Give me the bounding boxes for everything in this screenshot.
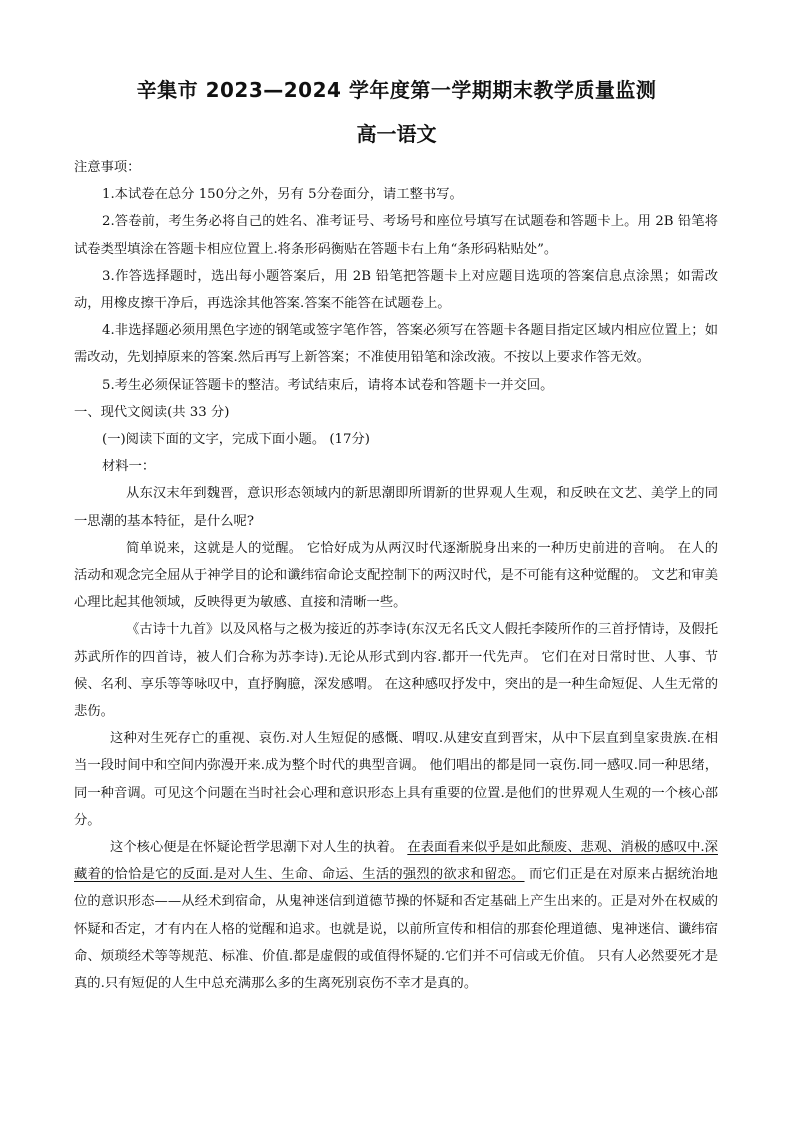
exam-title: 辛集市 2023—2024 学年度第一学期期末教学质量监测 — [136, 78, 657, 102]
paragraph-5-lead: 这个核心便是在怀疑论哲学思潮下对人生的执着。 — [110, 840, 408, 856]
section-heading: 一、现代文阅读(共 33 分) — [74, 404, 230, 420]
note-3: 3.作答选择题时，选出每小题答案后，用 2B 铅笔把答题卡上对应题目选项的答案信息点涂黑；如需改动，用橡皮擦干净后，再选涂其他答案.答案不能答在试题卷上。 — [74, 268, 718, 311]
subject-title: 高一语文 — [356, 122, 437, 146]
note-5: 5.考生必须保证答题卡的整洁。考试结束后，请将本试卷和答题卡一并交回。 — [102, 377, 554, 393]
passage-paragraph-4: 这种对生死存亡的重视、哀伤.对人生短促的感慨、喟叹.从建安直到晋宋，从中下层直到皇家贵族.在相当一段时间中和空间内弥漫开来.成为整个时代的典型音调。 他们唱出的都是同一哀伤.同一感叹.同一种思绪，同一种音调。可见这个问题在当时社会心理和意识形态上具有重要的位置.是他们的世界观人生观的一个核心部分。 — [74, 731, 718, 828]
material-label: 材料一： — [102, 459, 156, 475]
notes-heading: 注意事项： — [74, 160, 141, 175]
note-4: 4.非选择题必须用黑色字迹的钢笔或签字笔作答，答案必须写在答题卡各题目指定区域内相应位置上；如需改动，先划掉原来的答案.然后再写上新答案；不准使用铅笔和涂改液。不按以上要求作答无效。 — [74, 323, 718, 366]
note-2: 2.答卷前，考生务必将自己的姓名、准考证号、考场号和座位号填写在试题卷和答题卡上。用 2B 铅笔将试卷类型填涂在答题卡相应位置上.将条形码衡贴在答题卡右上角“条形码粘贴处”。 — [74, 214, 718, 257]
underlined-sentence: 在表面看来似乎是如此颓废、悲观、消极的感叹中.深藏着的恰恰是它的反面.是对人生、生命、命运、生活的强烈的欲求和留恋。 — [74, 840, 718, 883]
subsection-heading: (一)阅读下面的文字，完成下面小题。 (17分) — [102, 432, 370, 447]
passage-paragraph-1: 从东汉末年到魏晋，意识形态领域内的新思潮即所谓新的世界观人生观，和反映在文艺、美学上的同一思潮的基本特征，是什么呢? — [74, 486, 718, 529]
note-1: 1.本试卷在总分 150分之外，另有 5分卷面分，请工整书写。 — [102, 187, 463, 203]
passage-paragraph-3: 《古诗十九首》以及风格与之极为接近的苏李诗(东汉无名氏文人假托李陵所作的三首抒情诗，及假托苏武所作的四首诗，被人们合称为苏李诗).无论从形式到内容.都开一代先声。 它们在对日常时世、人事、节候、名利、享乐等等咏叹中，直抒胸臆，深发感喟。 在这种感叹抒发中，突出的是一种生命短促、人生无常的悲伤。 — [74, 622, 718, 719]
exam-body — [74, 154, 718, 997]
passage-paragraph-2: 简单说来，这就是人的觉醒。 它恰好成为从两汉时代逐渐脱身出来的一种历史前进的音响。 在人的活动和观念完全屈从于神学目的论和谶纬宿命论支配控制下的两汉时代，是不可能有这种觉醒的。 文艺和审美心理比起其他领域，反映得更为敏感、直接和清晰一些。 — [74, 540, 718, 611]
passage-paragraph-5 — [74, 834, 718, 997]
paragraph-5-rest: 而它们正是在对原来占据统治地位的意识形态——从经术到宿命，从鬼神迷信到道德节操的怀疑和否定基础上产生出来的。正是对外在权威的怀疑和否定，才有内在人格的觉醒和追求。也就是说，以前所宣传和相信的那套伦理道德、鬼神迷信、谶纬宿命、烦琐经术等等规范、标准、价值.都是虚假的或值得怀疑的.它们并不可信或无价值。 只有人必然要死才是真的.只有短促的人生中总充满那么多的生离死别哀伤不幸才是真的。 — [74, 867, 718, 992]
